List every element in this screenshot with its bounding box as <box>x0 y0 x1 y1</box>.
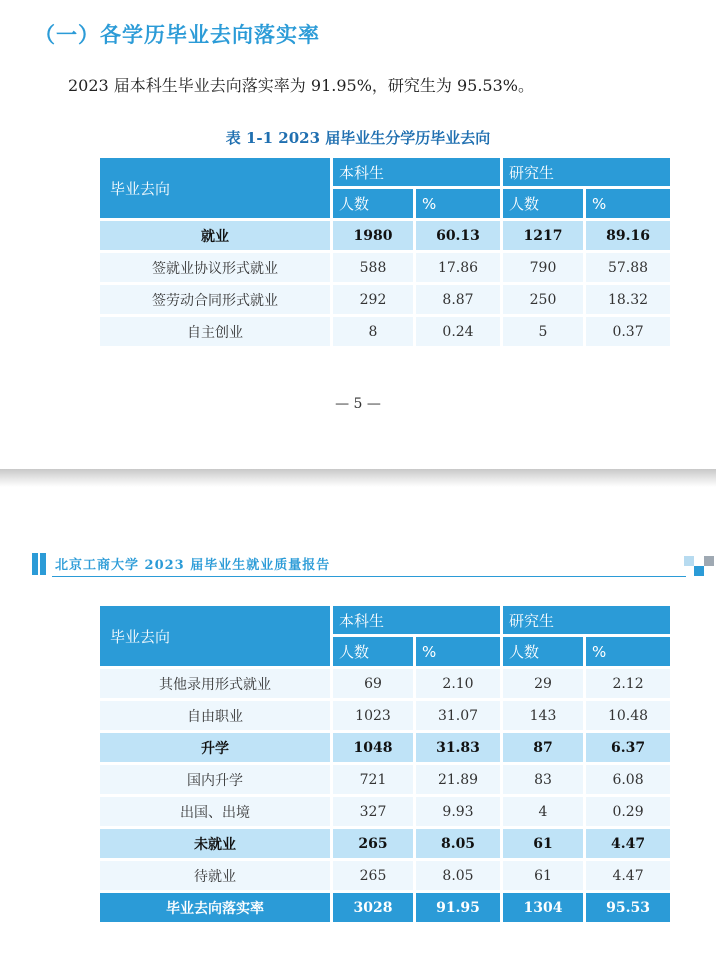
undergrad-pct-cell: 31.83 <box>416 733 500 762</box>
grad-count-cell: 250 <box>503 285 583 314</box>
grad-count-cell: 143 <box>503 701 583 730</box>
header-undergrad: 本科生 <box>333 606 500 634</box>
table-row <box>100 317 670 346</box>
decor-square-icon <box>704 556 714 566</box>
graduation-destination-table <box>97 155 673 349</box>
header-destination: 毕业去向 <box>100 158 330 218</box>
undergrad-pct-cell: 8.05 <box>416 829 500 858</box>
table-row <box>100 829 670 858</box>
grad-count-cell: 83 <box>503 765 583 794</box>
page-separator <box>0 469 716 487</box>
header-accent-bar <box>40 553 46 575</box>
table-row <box>100 701 670 730</box>
undergrad-count-cell: 1980 <box>333 221 413 250</box>
grad-pct-cell: 89.16 <box>586 221 670 250</box>
undergrad-count-cell: 588 <box>333 253 413 282</box>
header-undergrad-count: 人数 <box>333 637 413 666</box>
undergrad-count-cell: 292 <box>333 285 413 314</box>
table-caption: 表 1-1 2023 届毕业生分学历毕业去向 <box>225 129 491 147</box>
undergrad-pct-cell: 8.87 <box>416 285 500 314</box>
undergrad-pct-cell: 91.95 <box>416 893 500 922</box>
grad-count-cell: 29 <box>503 669 583 698</box>
table-row <box>100 765 670 794</box>
undergrad-pct-cell: 9.93 <box>416 797 500 826</box>
undergrad-count-cell: 265 <box>333 829 413 858</box>
destination-cell: 国内升学 <box>100 765 330 794</box>
header-grad-pct: % <box>586 637 670 666</box>
section-title: （一）各学历毕业去向落实率 <box>34 23 320 47</box>
undergrad-count-cell: 1048 <box>333 733 413 762</box>
grad-pct-cell: 18.32 <box>586 285 670 314</box>
grad-pct-cell: 4.47 <box>586 829 670 858</box>
destination-cell: 未就业 <box>100 829 330 858</box>
grad-count-cell: 4 <box>503 797 583 826</box>
undergrad-count-cell: 265 <box>333 861 413 890</box>
destination-cell: 签就业协议形式就业 <box>100 253 330 282</box>
grad-count-cell: 1217 <box>503 221 583 250</box>
undergrad-pct-cell: 21.89 <box>416 765 500 794</box>
undergrad-count-cell: 327 <box>333 797 413 826</box>
grad-pct-cell: 10.48 <box>586 701 670 730</box>
grad-count-cell: 87 <box>503 733 583 762</box>
grad-pct-cell: 0.37 <box>586 317 670 346</box>
grad-pct-cell: 4.47 <box>586 861 670 890</box>
table-row <box>100 733 670 762</box>
header-destination: 毕业去向 <box>100 606 330 666</box>
header-grad-pct: % <box>586 189 670 218</box>
grad-count-cell: 61 <box>503 861 583 890</box>
grad-count-cell: 1304 <box>503 893 583 922</box>
undergrad-count-cell: 3028 <box>333 893 413 922</box>
grad-pct-cell: 95.53 <box>586 893 670 922</box>
table-row <box>100 285 670 314</box>
undergrad-count-cell: 8 <box>333 317 413 346</box>
grad-pct-cell: 6.37 <box>586 733 670 762</box>
graduation-destination-table-continued <box>97 603 673 925</box>
table-row <box>100 221 670 250</box>
header-grad-count: 人数 <box>503 637 583 666</box>
header-undergrad-pct: % <box>416 637 500 666</box>
decor-square-icon <box>684 556 694 566</box>
table-row <box>100 253 670 282</box>
grad-count-cell: 5 <box>503 317 583 346</box>
destination-cell: 毕业去向落实率 <box>100 893 330 922</box>
header-grad-count: 人数 <box>503 189 583 218</box>
destination-cell: 就业 <box>100 221 330 250</box>
undergrad-count-cell: 69 <box>333 669 413 698</box>
destination-cell: 自主创业 <box>100 317 330 346</box>
table-row <box>100 797 670 826</box>
table-row <box>100 669 670 698</box>
header-accent-bar <box>32 553 38 575</box>
undergrad-pct-cell: 2.10 <box>416 669 500 698</box>
grad-pct-cell: 2.12 <box>586 669 670 698</box>
header-undergrad-count: 人数 <box>333 189 413 218</box>
table-row <box>100 861 670 890</box>
undergrad-count-cell: 721 <box>333 765 413 794</box>
undergrad-pct-cell: 8.05 <box>416 861 500 890</box>
undergrad-pct-cell: 17.86 <box>416 253 500 282</box>
destination-cell: 其他录用形式就业 <box>100 669 330 698</box>
page-number: — 5 — <box>335 396 381 412</box>
intro-paragraph: 2023 届本科生毕业去向落实率为 91.95%，研究生为 95.53%。 <box>68 76 534 95</box>
grad-count-cell: 61 <box>503 829 583 858</box>
undergrad-pct-cell: 0.24 <box>416 317 500 346</box>
decor-square-icon <box>694 566 704 576</box>
destination-cell: 出国、出境 <box>100 797 330 826</box>
header-undergrad: 本科生 <box>333 158 500 186</box>
undergrad-pct-cell: 31.07 <box>416 701 500 730</box>
page-header-title: 北京工商大学 2023 届毕业生就业质量报告 <box>55 558 331 573</box>
destination-cell: 升学 <box>100 733 330 762</box>
table-row <box>100 893 670 922</box>
header-rule <box>52 576 686 577</box>
grad-pct-cell: 6.08 <box>586 765 670 794</box>
grad-pct-cell: 0.29 <box>586 797 670 826</box>
header-undergrad-pct: % <box>416 189 500 218</box>
destination-cell: 签劳动合同形式就业 <box>100 285 330 314</box>
grad-count-cell: 790 <box>503 253 583 282</box>
destination-cell: 自由职业 <box>100 701 330 730</box>
grad-pct-cell: 57.88 <box>586 253 670 282</box>
header-grad: 研究生 <box>503 158 670 186</box>
header-grad: 研究生 <box>503 606 670 634</box>
undergrad-count-cell: 1023 <box>333 701 413 730</box>
destination-cell: 待就业 <box>100 861 330 890</box>
undergrad-pct-cell: 60.13 <box>416 221 500 250</box>
